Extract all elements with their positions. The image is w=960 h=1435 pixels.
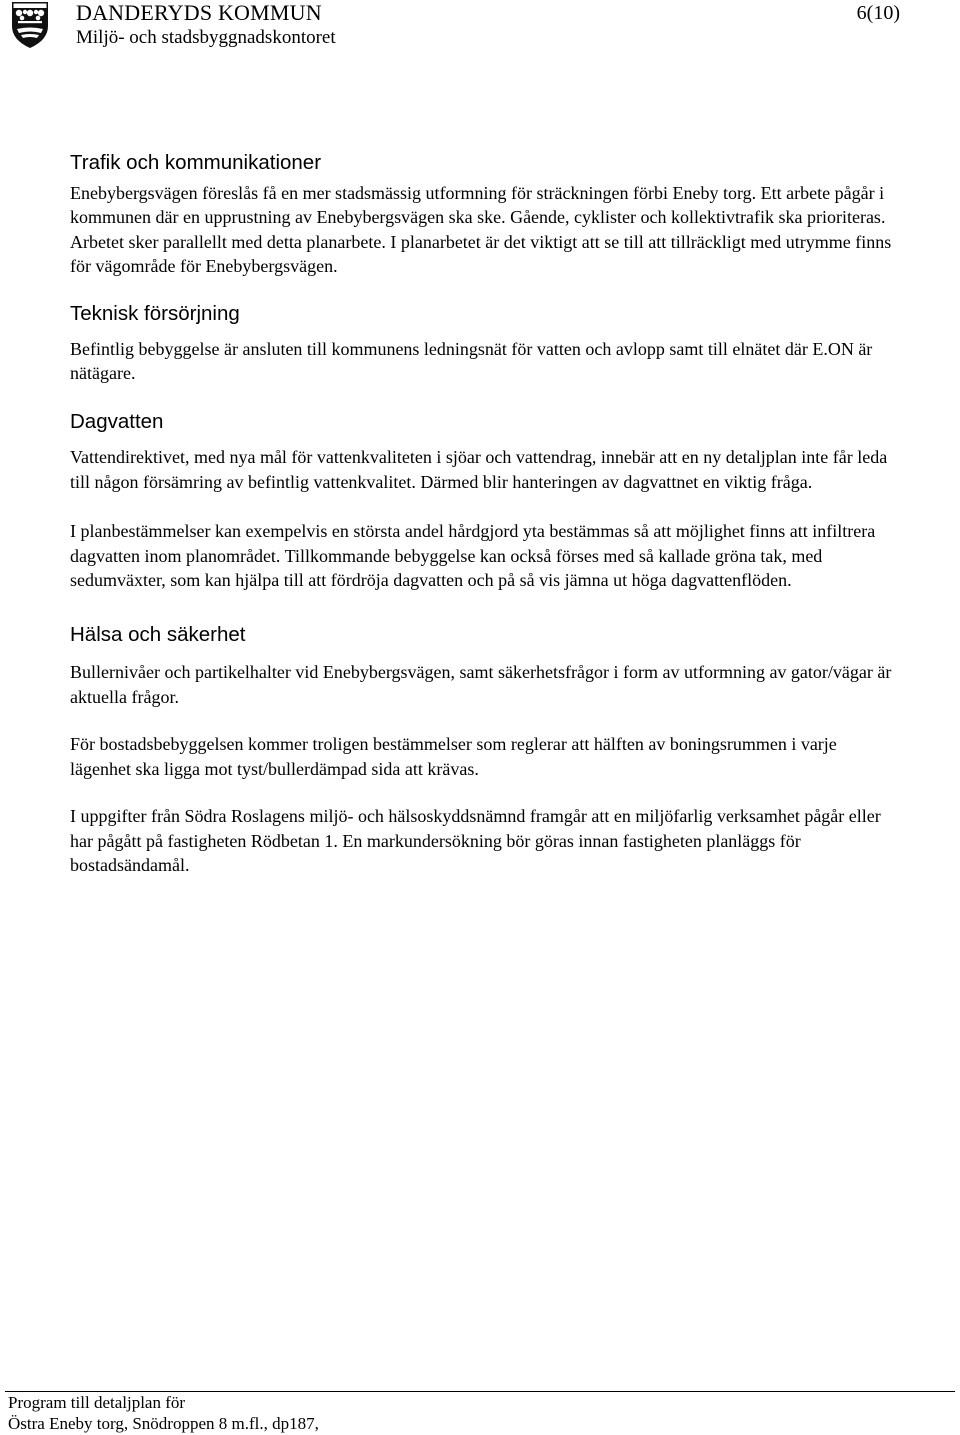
paragraph: Vattendirektivet, med nya mål för vattenkvaliteten i sjöar och vattendrag, innebär att en ny detaljplan inte får leda till någon försämring av befintlig vattenkvalitet. Därmed blir hanteringen av dagvattnet en viktig fråga. (70, 447, 888, 492)
paragraph: Befintlig bebyggelse är ansluten till kommunens ledningsnät för vatten och avlopp samt till elnätet där E.ON är nätägare. (70, 338, 873, 384)
footer-line-1: Program till detaljplan för (8, 1393, 186, 1412)
page-footer (8, 1392, 319, 1434)
document-body (70, 150, 900, 877)
organization-name: DANDERYDS KOMMUN (76, 0, 322, 25)
section-heading: Teknisk försörjning (70, 301, 240, 325)
section-stormwater (70, 409, 900, 592)
section-health-safety (70, 622, 900, 877)
paragraph: För bostadsbebyggelsen kommer troligen bestämmelser som reglerar att hälften av boningsrummen i varje lägenhet ska ligga mot tyst/bullerdämpad sida att krävas. (70, 734, 837, 779)
section-heading: Hälsa och säkerhet (70, 623, 246, 647)
coat-of-arms-icon (10, 0, 50, 50)
paragraph: Bullernivåer och partikelhalter vid Enebybergsvägen, samt säkerhetsfrågor i form av utformning av gator/vägar är aktuella frågor. (70, 662, 892, 707)
section-traffic (70, 150, 900, 279)
department-name: Miljö- och stadsbyggnadskontoret (76, 27, 336, 48)
paragraph: Enebybergsvägen föreslås få en mer stadsmässig utformning för sträckningen förbi Eneby torg. Ett arbete pågår i kommunen där en upprustning av Enebybergsvägen ska ske. Gående, cyklister och kollektivtrafik ska prioriteras. Arbetet sker parallellt med detta planarbete. I planarbetet är det viktigt att se till att tillräckligt med utrymme finns för vägområde för Enebybergsvägen. (70, 183, 892, 277)
footer-line-2: Östra Eneby torg, Snödroppen 8 m.fl., dp187, (8, 1414, 319, 1433)
section-heading: Dagvatten (70, 410, 164, 434)
paragraph: I planbestämmelser kan exempelvis en största andel hårdgjord yta bestämmas så att möjlighet finns att infiltrera dagvatten inom planområdet. Tillkommande bebyggelse kan också förses med så kallade gröna tak, med sedumväxter, som kan hjälpa till att fördröja dagvatten och på så vis jämna ut höga dagvattenflöden. (70, 521, 876, 591)
page-header (0, 0, 960, 52)
paragraph: I uppgifter från Södra Roslagens miljö- och hälsoskyddsnämnd framgår att en miljöfarlig verksamhet pågår eller har pågått på fastigheten Rödbetan 1. En markundersökning bör göras innan fastigheten planläggs för bostadsändamål. (70, 806, 881, 875)
page-number: 6(10) (856, 2, 900, 24)
section-heading: Trafik och kommunikationer (70, 151, 322, 174)
section-technical-supply (70, 301, 900, 386)
